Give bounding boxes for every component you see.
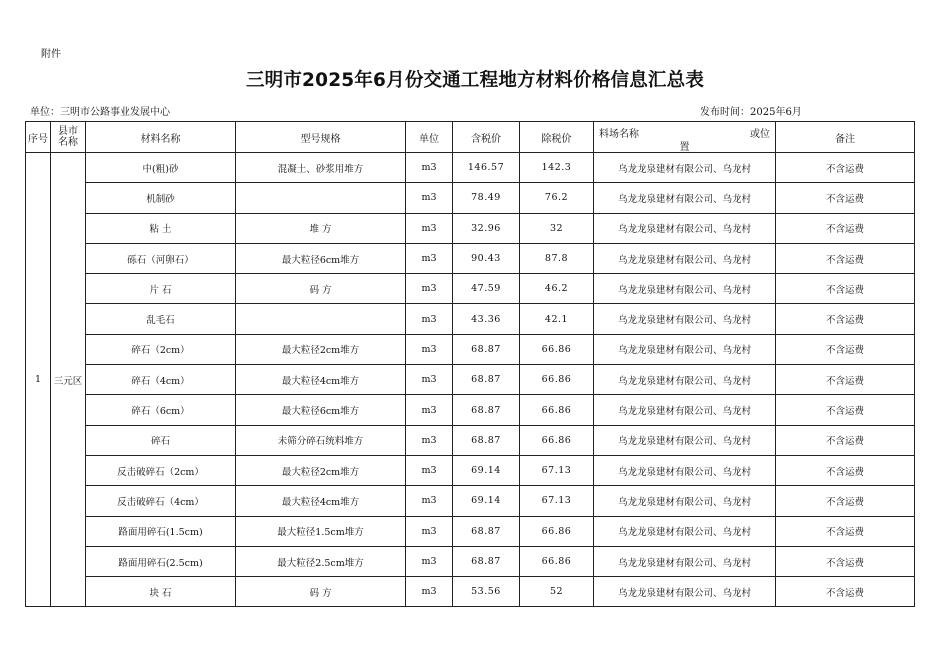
- cell-unit: m3: [406, 304, 453, 334]
- cell-supplier: 乌龙龙泉建材有限公司、乌龙村: [594, 546, 776, 576]
- table-row: [26, 546, 915, 576]
- header-supplier: [594, 122, 776, 153]
- page-title: 三明市2025年6月份交通工程地方材料价格信息汇总表: [245, 70, 705, 91]
- cell-price-tax: 68.87: [453, 425, 520, 455]
- header-county-line2: 名称: [58, 137, 78, 148]
- cell-spec: 未筛分碎石统料堆方: [236, 425, 406, 455]
- table-row: [26, 577, 915, 607]
- cell-remark: 不含运费: [776, 183, 915, 213]
- header-material: 材料名称: [86, 122, 236, 153]
- cell-spec: 最大粒径4cm堆方: [236, 486, 406, 516]
- cell-price-notax: 42.1: [520, 304, 594, 334]
- cell-price-tax: 47.59: [453, 274, 520, 304]
- cell-spec: 最大粒径2cm堆方: [236, 455, 406, 485]
- header-price-notax: 除税价: [520, 122, 594, 153]
- cell-remark: 不含运费: [776, 546, 915, 576]
- table-row: [26, 153, 915, 183]
- cell-remark: 不含运费: [776, 365, 915, 395]
- cell-material-name: 砾石（河卵石）: [86, 243, 236, 273]
- cell-material-name: 路面用碎石(2.5cm): [86, 546, 236, 576]
- cell-supplier: 乌龙龙泉建材有限公司、乌龙村: [594, 455, 776, 485]
- cell-spec: 混凝土、砂浆用堆方: [236, 153, 406, 183]
- cell-material-name: 碎石（2cm）: [86, 334, 236, 364]
- cell-price-tax: 68.87: [453, 395, 520, 425]
- cell-price-tax: 68.87: [453, 546, 520, 576]
- cell-material-name: 反击破碎石（2cm）: [86, 455, 236, 485]
- cell-remark: 不含运费: [776, 455, 915, 485]
- cell-county: 三元区: [51, 153, 86, 607]
- table-row: [26, 516, 915, 546]
- cell-material-name: 反击破碎石（4cm）: [86, 486, 236, 516]
- cell-spec: 最大粒径1.5cm堆方: [236, 516, 406, 546]
- cell-unit: m3: [406, 486, 453, 516]
- cell-price-tax: 32.96: [453, 213, 520, 243]
- cell-remark: 不含运费: [776, 425, 915, 455]
- cell-supplier: 乌龙龙泉建材有限公司、乌龙村: [594, 577, 776, 607]
- cell-price-tax: 146.57: [453, 153, 520, 183]
- cell-price-notax: 87.8: [520, 243, 594, 273]
- cell-unit: m3: [406, 425, 453, 455]
- price-table: [25, 121, 915, 607]
- cell-supplier: 乌龙龙泉建材有限公司、乌龙村: [594, 425, 776, 455]
- cell-spec: 最大粒径4cm堆方: [236, 365, 406, 395]
- cell-price-notax: 66.86: [520, 365, 594, 395]
- table-row: [26, 243, 915, 273]
- cell-supplier: 乌龙龙泉建材有限公司、乌龙村: [594, 334, 776, 364]
- cell-unit: m3: [406, 243, 453, 273]
- cell-price-tax: 69.14: [453, 455, 520, 485]
- cell-unit: m3: [406, 183, 453, 213]
- cell-spec: 最大粒径6cm堆方: [236, 243, 406, 273]
- cell-remark: 不含运费: [776, 304, 915, 334]
- cell-supplier: 乌龙龙泉建材有限公司、乌龙村: [594, 243, 776, 273]
- publish-date: 发布时间：2025年6月: [700, 107, 802, 118]
- header-unit: 单位: [406, 122, 453, 153]
- cell-remark: 不含运费: [776, 577, 915, 607]
- table-row: [26, 213, 915, 243]
- cell-price-notax: 46.2: [520, 274, 594, 304]
- cell-supplier: 乌龙龙泉建材有限公司、乌龙村: [594, 516, 776, 546]
- cell-spec: 码 方: [236, 274, 406, 304]
- cell-material-name: 片 石: [86, 274, 236, 304]
- cell-remark: 不含运费: [776, 334, 915, 364]
- table-row: [26, 365, 915, 395]
- header-supplier-bottom: 置: [679, 142, 690, 153]
- cell-supplier: 乌龙龙泉建材有限公司、乌龙村: [594, 304, 776, 334]
- cell-spec: 码 方: [236, 577, 406, 607]
- table-row: [26, 334, 915, 364]
- header-county: [51, 122, 86, 153]
- cell-remark: 不含运费: [776, 486, 915, 516]
- cell-price-notax: 66.86: [520, 395, 594, 425]
- cell-price-tax: 43.36: [453, 304, 520, 334]
- cell-price-tax: 69.14: [453, 486, 520, 516]
- header-spec: 型号规格: [236, 122, 406, 153]
- cell-spec: 最大粒径2.5cm堆方: [236, 546, 406, 576]
- cell-price-notax: 142.3: [520, 153, 594, 183]
- table-header-row: [26, 122, 915, 153]
- cell-material-name: 块 石: [86, 577, 236, 607]
- table-row: [26, 183, 915, 213]
- cell-price-notax: 66.86: [520, 334, 594, 364]
- cell-unit: m3: [406, 516, 453, 546]
- cell-remark: 不含运费: [776, 274, 915, 304]
- cell-price-notax: 32: [520, 213, 594, 243]
- cell-price-tax: 68.87: [453, 516, 520, 546]
- header-price-tax: 含税价: [453, 122, 520, 153]
- cell-price-tax: 68.87: [453, 365, 520, 395]
- header-supplier-right: 或位: [750, 129, 770, 140]
- cell-material-name: 乱毛石: [86, 304, 236, 334]
- cell-remark: 不含运费: [776, 153, 915, 183]
- cell-remark: 不含运费: [776, 395, 915, 425]
- cell-remark: 不含运费: [776, 213, 915, 243]
- cell-price-tax: 68.87: [453, 334, 520, 364]
- cell-unit: m3: [406, 213, 453, 243]
- cell-unit: m3: [406, 455, 453, 485]
- cell-unit: m3: [406, 577, 453, 607]
- cell-material-name: 机制砂: [86, 183, 236, 213]
- table-row: [26, 455, 915, 485]
- cell-price-notax: 66.86: [520, 546, 594, 576]
- table-row: [26, 395, 915, 425]
- cell-spec: [236, 304, 406, 334]
- cell-material-name: 碎石（6cm）: [86, 395, 236, 425]
- cell-unit: m3: [406, 395, 453, 425]
- table-row: [26, 304, 915, 334]
- cell-supplier: 乌龙龙泉建材有限公司、乌龙村: [594, 153, 776, 183]
- cell-material-name: 粘 土: [86, 213, 236, 243]
- cell-supplier: 乌龙龙泉建材有限公司、乌龙村: [594, 486, 776, 516]
- cell-material-name: 路面用碎石(1.5cm): [86, 516, 236, 546]
- table-row: [26, 425, 915, 455]
- cell-unit: m3: [406, 546, 453, 576]
- header-county-line1: 县市: [58, 126, 78, 137]
- publisher-unit: 单位：三明市公路事业发展中心: [30, 107, 170, 118]
- cell-seq: 1: [26, 153, 51, 607]
- cell-price-notax: 67.13: [520, 455, 594, 485]
- cell-unit: m3: [406, 334, 453, 364]
- cell-price-notax: 67.13: [520, 486, 594, 516]
- cell-supplier: 乌龙龙泉建材有限公司、乌龙村: [594, 395, 776, 425]
- cell-price-tax: 90.43: [453, 243, 520, 273]
- cell-price-notax: 66.86: [520, 516, 594, 546]
- cell-price-notax: 66.86: [520, 425, 594, 455]
- cell-supplier: 乌龙龙泉建材有限公司、乌龙村: [594, 213, 776, 243]
- header-seq: 序号: [26, 122, 51, 153]
- cell-unit: m3: [406, 365, 453, 395]
- table-row: [26, 274, 915, 304]
- cell-unit: m3: [406, 274, 453, 304]
- header-remark: 备注: [776, 122, 915, 153]
- cell-price-tax: 53.56: [453, 577, 520, 607]
- cell-remark: 不含运费: [776, 516, 915, 546]
- cell-spec: 堆 方: [236, 213, 406, 243]
- cell-spec: 最大粒径6cm堆方: [236, 395, 406, 425]
- cell-remark: 不含运费: [776, 243, 915, 273]
- cell-price-tax: 78.49: [453, 183, 520, 213]
- table-row: [26, 486, 915, 516]
- cell-spec: [236, 183, 406, 213]
- cell-spec: 最大粒径2cm堆方: [236, 334, 406, 364]
- cell-material-name: 碎石: [86, 425, 236, 455]
- cell-unit: m3: [406, 153, 453, 183]
- cell-price-notax: 52: [520, 577, 594, 607]
- table-body: [26, 153, 915, 607]
- cell-supplier: 乌龙龙泉建材有限公司、乌龙村: [594, 183, 776, 213]
- cell-material-name: 中(粗)砂: [86, 153, 236, 183]
- cell-price-notax: 76.2: [520, 183, 594, 213]
- attachment-label: 附件: [41, 49, 61, 60]
- cell-supplier: 乌龙龙泉建材有限公司、乌龙村: [594, 274, 776, 304]
- header-supplier-left: 料场名称: [599, 129, 639, 140]
- cell-material-name: 碎石（4cm）: [86, 365, 236, 395]
- cell-supplier: 乌龙龙泉建材有限公司、乌龙村: [594, 365, 776, 395]
